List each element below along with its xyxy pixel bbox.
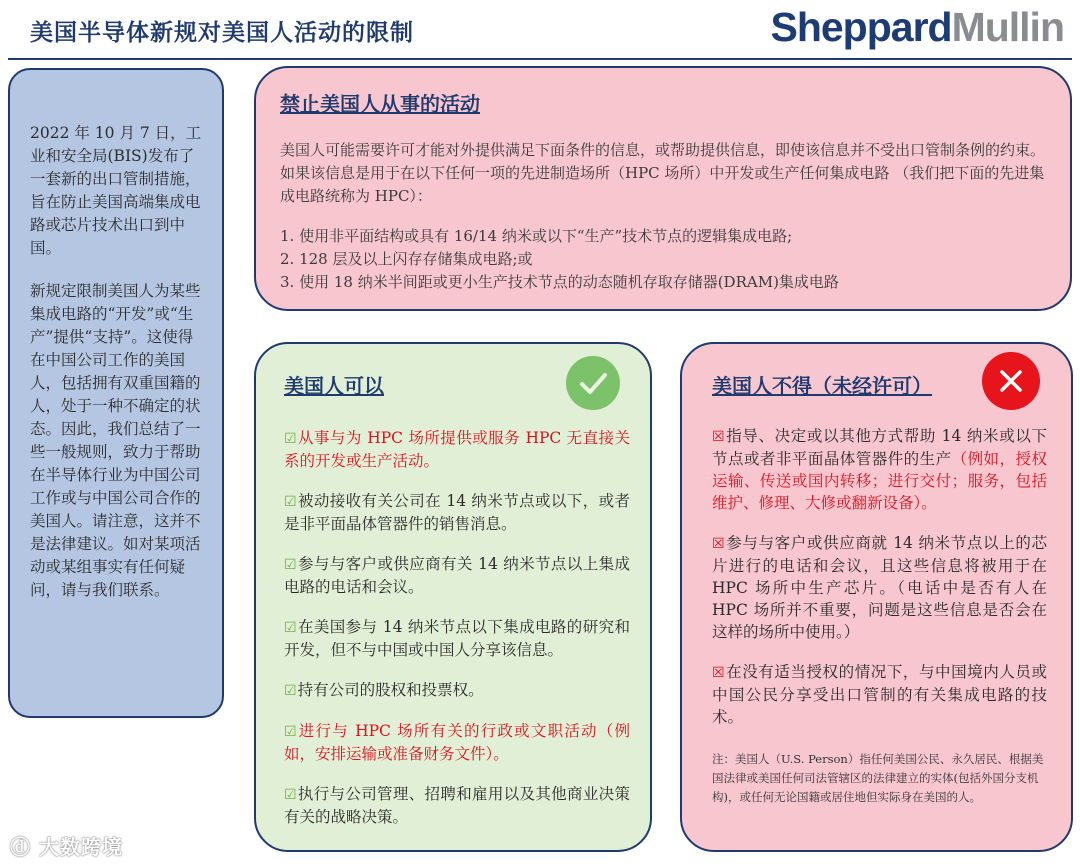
prohibited-intro: 美国人可能需要许可才能对外提供满足下面条件的信息，或帮助提供信息，即使该信息并不受出口管制条例的约束。如果该信息是用于在以下任何一项的先进制造场所（HPC 场所）中开发或生产任何集成电路 （我们把下面的先进集成电路统称为 HPC）：	[280, 141, 1046, 205]
forbidden-heading: 美国人不得（未经许可）	[712, 374, 932, 398]
prohibited-list	[280, 225, 1046, 294]
cross-icon	[982, 352, 1040, 410]
logo-part1: Sheppard	[770, 4, 952, 50]
allowed-item-text: 被动接收有关公司在 14 纳米节点或以下，或者是非平面晶体管器件的销售消息。	[284, 492, 630, 533]
allowed-item	[284, 679, 630, 702]
allowed-item	[284, 427, 630, 472]
checkbox-checked-icon: ☑	[284, 724, 297, 740]
allowed-item-text: 在美国参与 14 纳米节点以下集成电路的研究和开发，但不与中国或中国人分享该信息。	[284, 618, 630, 659]
checkbox-checked-icon: ☑	[284, 787, 297, 803]
header-divider	[8, 58, 1072, 60]
page-title: 美国半导体新规对美国人活动的限制	[30, 20, 414, 46]
forbidden-item	[712, 532, 1047, 643]
allowed-item-text: 执行与公司管理、招聘和雇用以及其他商业决策有关的战略决策。	[284, 785, 630, 826]
forbidden-activities-panel	[680, 342, 1073, 852]
forbidden-item-text: 在没有适当授权的情况下，与中国境内人员或中国公民分享受出口管制的有关集成电路的技术。	[712, 663, 1047, 726]
checkbox-checked-icon: ☑	[284, 494, 297, 510]
checkbox-checked-icon: ☑	[284, 683, 297, 699]
allowed-heading: 美国人可以	[284, 374, 384, 398]
watermark	[10, 831, 123, 860]
summary-panel	[8, 68, 224, 718]
allowed-item	[284, 720, 630, 765]
logo-part2: Mullin	[951, 4, 1064, 50]
allowed-item-text: 从事与为 HPC 场所提供或服务 HPC 无直接关系的开发或生产活动。	[284, 429, 630, 470]
summary-paragraph-1: 2022 年 10 月 7 日，工业和安全局(BIS)发布了一套新的出口管制措施，旨在防止美国高端集成电路或芯片技术出口到中国。	[30, 124, 202, 257]
allowed-item	[284, 616, 630, 661]
checkbox-crossed-icon: ☒	[712, 536, 725, 552]
watermark-text: 大数跨境	[38, 835, 123, 859]
checkmark-icon	[566, 356, 620, 410]
allowed-item-text: 参与与客户或供应商有关 14 纳米节点以上集成电路的电话和会议。	[284, 555, 630, 596]
prohibited-item: 2. 128 层及以上闪存存储集成电路;或	[280, 250, 533, 268]
allowed-item-text: 进行与 HPC 场所有关的行政或文职活动（例如，安排运输或准备财务文件）。	[284, 722, 630, 763]
allowed-activities-panel	[254, 342, 652, 852]
prohibited-item: 1. 使用非平面结构或具有 16/14 纳米或以下“生产”技术节点的逻辑集成电路;	[280, 227, 793, 245]
checkbox-checked-icon: ☑	[284, 620, 297, 636]
watermark-logo-icon: ⓓ	[10, 835, 39, 859]
prohibited-activities-panel	[254, 66, 1072, 311]
allowed-item	[284, 490, 630, 535]
prohibited-item: 3. 使用 18 纳米半间距或更小生产技术节点的动态随机存取存储器(DRAM)集成电路	[280, 273, 839, 291]
allowed-list	[284, 427, 630, 828]
forbidden-item	[712, 661, 1047, 728]
checkbox-checked-icon: ☑	[284, 557, 297, 573]
forbidden-item	[712, 425, 1047, 514]
forbidden-item-text: 指导、决定或以其他方式帮助 14 纳米或以下节点或者非平面晶体管器件的生产	[712, 427, 1047, 468]
summary-paragraph-2: 新规定限制美国人为某些集成电路的“开发”或“生产”提供“支持”。这使得在中国公司工作的美国人，包括拥有双重国籍的人，处于一种不确定的状态。因此，我们总结了一些一般规则，致力于帮助在半导体行业为中国公司工作或与中国公司合作的美国人。请注意，这并不是法律建议。如对某项活动或某组事实有任何疑问，请与我们联系。	[30, 282, 201, 599]
allowed-item	[284, 783, 630, 828]
forbidden-item-example: （例如，授权运输、传送或国内转移；进行交付；服务，包括维护、修理、大修或翻新设备）。	[712, 450, 1047, 512]
prohibited-heading: 禁止美国人从事的活动	[280, 92, 480, 116]
checkbox-crossed-icon: ☒	[712, 665, 725, 681]
allowed-item	[284, 553, 630, 598]
forbidden-item-text: 参与与客户或供应商就 14 纳米节点以上的芯片进行的电话和会议，且这些信息将被用于在 HPC 场所中生产芯片。（电话中是否有人在 HPC 场所并不重要，问题是这些信息是否会在这样的场所中使用。）	[712, 534, 1047, 641]
us-person-note: 注：美国人（U.S. Person）指任何美国公民、永久居民、根据美国法律或美国任何司法管辖区的法律建立的实体(包括外国分支机构)，或任何无论国籍或居住地但实际身在美国的人。	[712, 752, 1044, 804]
checkbox-crossed-icon: ☒	[712, 429, 725, 445]
checkbox-checked-icon: ☑	[284, 431, 297, 447]
allowed-item-text: 持有公司的股权和投票权。	[297, 681, 484, 699]
sheppard-mullin-logo	[770, 4, 1064, 51]
